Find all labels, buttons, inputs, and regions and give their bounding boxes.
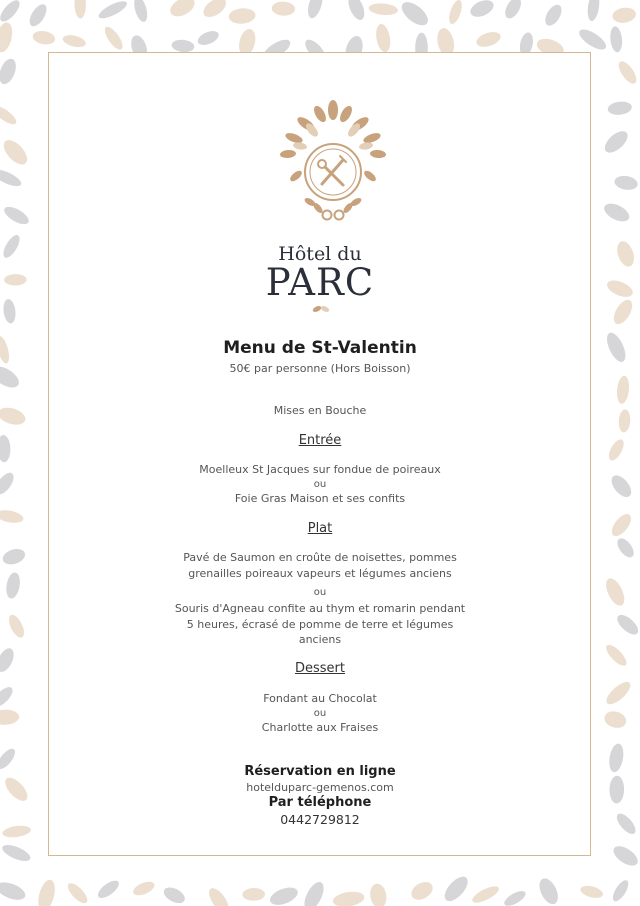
leaf-shape — [615, 59, 639, 87]
plat-option-2-line-1: Souris d'Agneau confite au thym et romarin pendant — [174, 602, 466, 615]
leaf-shape — [408, 878, 436, 903]
leaf-shape — [345, 0, 367, 22]
leaf-shape — [609, 26, 623, 53]
hotel-crest-logo — [270, 94, 396, 224]
reservation-phone[interactable]: 0442729812 — [280, 812, 360, 827]
dessert-or: ou — [313, 708, 327, 719]
leaf-shape — [502, 888, 528, 906]
leaf-shape — [35, 878, 58, 906]
leaf-shape — [468, 0, 496, 20]
leaf-shape — [171, 39, 195, 54]
plat-option-1-line-2: grenailles poireaux vapeurs et légumes anciens — [188, 567, 452, 580]
leaf-shape — [205, 885, 232, 906]
leaf-shape — [601, 127, 631, 156]
leaf-shape — [616, 375, 631, 404]
entree-option-1: Moelleux St Jacques sur fondue de poireaux — [199, 463, 441, 476]
leaf-shape — [200, 0, 229, 21]
leaf-shape — [102, 24, 126, 52]
leaf-shape — [0, 166, 23, 189]
dessert-option-1: Fondant au Chocolat — [263, 692, 377, 705]
leaf-shape — [474, 29, 502, 49]
leaf-shape — [132, 0, 150, 23]
leaf-shape — [161, 884, 187, 906]
leaf-shape — [0, 103, 19, 127]
leaf-shape — [300, 879, 327, 906]
leaf-shape — [586, 0, 601, 22]
leaf-shape — [0, 842, 32, 865]
leaf-shape — [579, 884, 604, 900]
amuse-bouche: Mises en Bouche — [273, 404, 367, 417]
leaf-shape — [441, 873, 472, 905]
leaf-shape — [536, 876, 562, 906]
leaf-shape — [0, 56, 19, 86]
leaf-shape — [613, 174, 638, 191]
leaf-shape — [95, 877, 121, 901]
leaf-shape — [242, 888, 265, 901]
leaf-shape — [131, 879, 156, 898]
leaf-shape — [332, 890, 366, 906]
leaf-shape — [271, 1, 295, 16]
leaf-shape — [576, 26, 609, 53]
plat-option-2-line-2: 5 heures, écrasé de pomme de terre et légumes — [186, 618, 454, 631]
entree-option-2: Foie Gras Maison et ses confits — [234, 492, 406, 505]
reservation-online-label: Réservation en ligne — [244, 764, 396, 779]
section-heading-plat: Plat — [307, 521, 333, 536]
leaf-ornament-icon — [311, 303, 331, 314]
dessert-option-2: Charlotte aux Fraises — [261, 721, 379, 734]
reservation-phone-label: Par téléphone — [268, 795, 372, 810]
leaf-shape — [611, 6, 636, 24]
brand-subtitle: Hôtel du — [278, 243, 362, 265]
leaf-shape — [167, 0, 198, 20]
menu-title: Menu de St-Valentin — [223, 338, 417, 358]
leaf-shape — [470, 883, 501, 906]
plat-option-1-line-1: Pavé de Saumon en croûte de noisettes, pommes — [183, 551, 457, 564]
leaf-shape — [610, 842, 640, 869]
leaf-shape — [0, 0, 23, 25]
leaf-shape — [0, 879, 28, 904]
leaf-shape — [96, 0, 129, 22]
menu-price: 50€ par personne (Hors Boisson) — [229, 362, 411, 375]
leaf-shape — [2, 203, 32, 227]
leaf-shape — [607, 100, 633, 116]
leaf-shape — [368, 883, 388, 906]
plat-or: ou — [313, 587, 327, 598]
leaf-shape — [228, 7, 256, 25]
leaf-shape — [398, 0, 432, 30]
section-heading-entree: Entrée — [298, 433, 342, 448]
leaf-shape — [542, 2, 565, 28]
leaf-shape — [0, 136, 31, 169]
leaf-shape — [305, 0, 325, 20]
leaf-shape — [502, 0, 524, 21]
leaf-shape — [32, 29, 57, 46]
reservation-url[interactable]: hotelduparc-gemenos.com — [246, 781, 394, 794]
leaf-shape — [0, 21, 15, 54]
leaf-shape — [447, 0, 465, 26]
leaf-shape — [196, 28, 221, 48]
entree-or: ou — [313, 479, 327, 490]
leaf-shape — [61, 33, 87, 49]
leaf-shape — [268, 884, 301, 906]
leaf-shape — [601, 200, 632, 225]
leaf-shape — [65, 880, 91, 906]
section-heading-dessert: Dessert — [295, 661, 345, 676]
brand-title: PARC — [265, 261, 375, 304]
leaf-shape — [26, 1, 50, 29]
leaf-shape — [368, 2, 398, 16]
leaf-shape — [374, 23, 392, 53]
leaf-shape — [74, 0, 86, 19]
leaf-shape — [610, 878, 631, 904]
plat-option-2-line-3: anciens — [298, 633, 342, 646]
